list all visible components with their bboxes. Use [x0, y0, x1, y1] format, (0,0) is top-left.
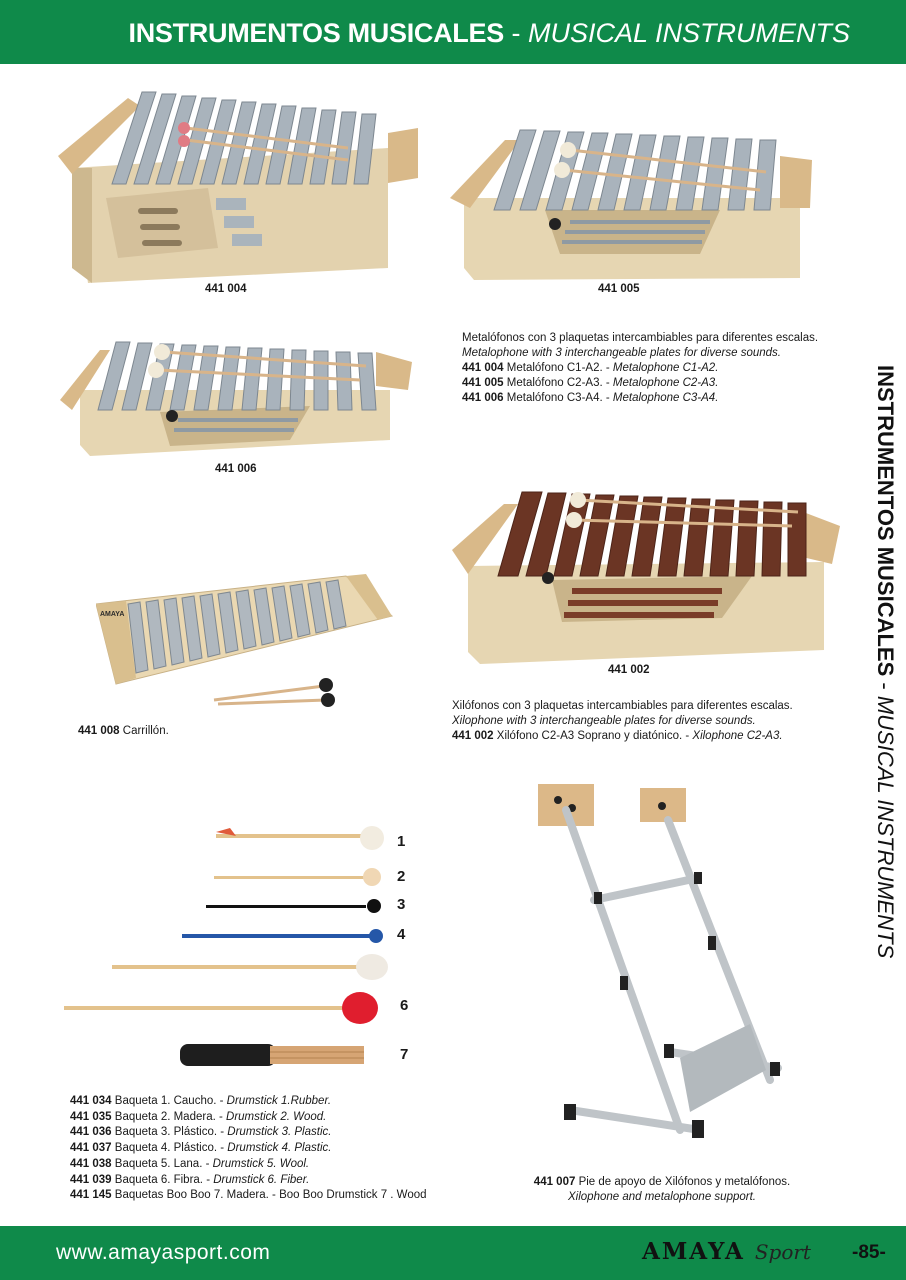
drumstick-item: 441 039 Baqueta 6. Fibra. - Drumstick 6. Fiber. [70, 1173, 310, 1186]
metalophone-441004-image [58, 88, 420, 288]
caption-441002: 441 002 [608, 664, 650, 676]
title-en: MUSICAL INSTRUMENTS [527, 18, 850, 48]
xylophone-item: 441 002 Xilófono C2-A3 Soprano y diatónico. - Xilophone C2-A3. [452, 730, 783, 742]
mallet-number: 3 [397, 896, 406, 913]
brand-logo: AMAYA Sport [642, 1238, 811, 1265]
drumstick-item: 441 034 Baqueta 1. Caucho. - Drumstick 1.Rubber. [70, 1095, 332, 1107]
xylophone-441002-image [452, 488, 842, 664]
xylophone-intro-es: Xilófonos con 3 plaquetas intercambiables para diferentes escalas. [452, 700, 793, 712]
drumstick-item: 441 036 Baqueta 3. Plástico. - Drumstick 3. Plastic. [70, 1126, 332, 1139]
mallet-number: 6 [400, 997, 409, 1014]
page-number: -85- [852, 1242, 886, 1263]
mallet-number: 7 [400, 1046, 409, 1063]
drumstick-item: 441 035 Baqueta 2. Madera. - Drumstick 2. Wood. [70, 1110, 327, 1123]
stand-caption: 441 007 Pie de apoyo de Xilófonos y metalófonos. Xilophone and metalophone support. [533, 1176, 791, 1203]
mallet-number: 1 [397, 833, 406, 850]
drumstick-item: 441 145 Baquetas Boo Boo 7. Madera. - Boo Boo Drumstick 7 . Wood [70, 1189, 427, 1202]
mallets-image [60, 820, 400, 1082]
side-title-es: INSTRUMENTOS MUSICALES [873, 365, 898, 677]
title-es: INSTRUMENTOS MUSICALES [128, 18, 504, 48]
metalophone-441005-image [450, 128, 816, 286]
website-link[interactable]: www.amayasport.com [56, 1241, 271, 1264]
drumstick-item: 441 038 Baqueta 5. Lana. - Drumstick 5. Wool. [70, 1157, 310, 1170]
metalophone-description [462, 331, 818, 406]
page-title [129, 18, 851, 49]
xylophone-description [452, 699, 793, 744]
drumstick-item: 441 037 Baqueta 4. Plástico. - Drumstick 4. Plastic. [70, 1142, 332, 1155]
metalophone-441006-image [60, 340, 416, 458]
side-title [868, 365, 906, 959]
glockenspiel-441008-image [96, 574, 396, 710]
metalophone-item: 441 006 Metalófono C3-A4. - Metalophone C3-A4. [462, 392, 719, 404]
caption-441004: 441 004 [205, 283, 247, 295]
metalophone-item: 441 005 Metalófono C2-A3. - Metalophone C2-A3. [462, 377, 719, 389]
glockenspiel-logo: AMAYA [100, 611, 125, 618]
mallet-number: 2 [397, 868, 406, 885]
glockenspiel-caption: 441 008 Carrillón. [78, 725, 169, 737]
xylophone-intro-en: Xilophone with 3 interchangeable plates for diverse sounds. [452, 715, 756, 727]
metalophone-intro-es: Metalófonos con 3 plaquetas intercambiables para diferentes escalas. [462, 332, 819, 344]
metalophone-intro-en: Metalophone with 3 interchangeable plates for diverse sounds. [462, 347, 782, 359]
side-title-en: MUSICAL INSTRUMENTS [873, 695, 898, 959]
title-separator: - [511, 18, 521, 48]
metalophone-item: 441 004 Metalófono C1-A2. - Metalophone C1-A2. [462, 362, 719, 374]
side-title-separator: - [873, 682, 898, 690]
mallet-number: 4 [397, 926, 406, 943]
caption-441005: 441 005 [598, 283, 640, 295]
caption-441006: 441 006 [215, 463, 257, 475]
drumsticks-list [70, 1094, 427, 1204]
stand-441007-image [530, 780, 790, 1160]
